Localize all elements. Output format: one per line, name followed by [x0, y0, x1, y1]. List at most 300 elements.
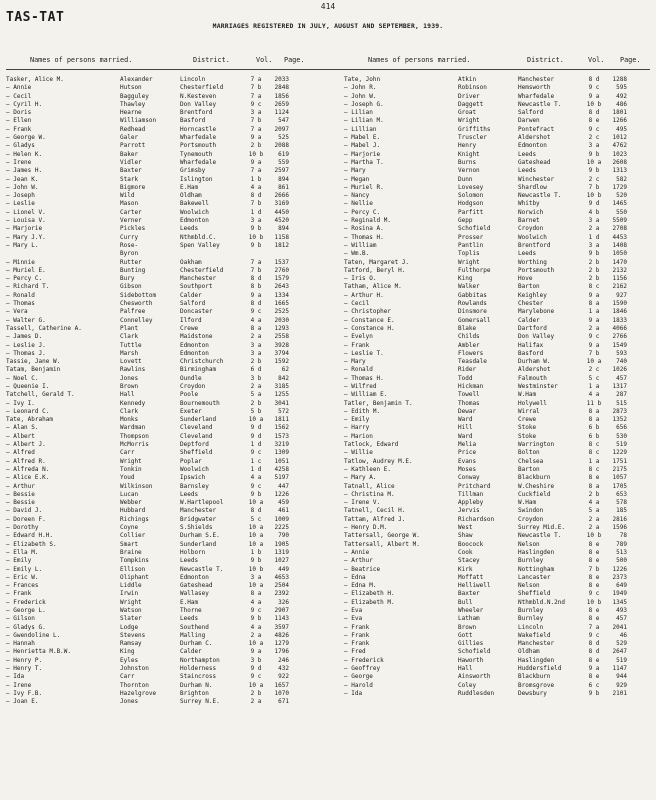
entry-page: 1229: [612, 449, 627, 457]
entry-volume: 4 b: [588, 208, 600, 216]
entry-volume: 8 e: [588, 656, 600, 664]
entry-page: 2608: [612, 158, 627, 166]
entry-spouse: Carr: [120, 449, 135, 457]
entry-spouse: Groat: [458, 109, 477, 117]
register-entry: [344, 375, 634, 383]
entry-page: 671: [278, 698, 289, 706]
entry-volume: 2 a: [250, 698, 262, 706]
entry-page: 1158: [274, 233, 289, 241]
entry-district: Winchester: [518, 175, 555, 183]
entry-spouse: Eyles: [120, 656, 139, 664]
entry-district: Woolwich: [180, 465, 209, 473]
entry-spouse: Brown: [458, 623, 477, 631]
entry-volume: 9 a: [588, 92, 600, 100]
entry-name: — John R.: [344, 84, 377, 92]
register-entry: [6, 283, 296, 291]
register-entry: [6, 333, 296, 341]
entry-page: 1050: [612, 250, 627, 258]
entry-volume: 2 c: [588, 175, 600, 183]
entry-name: — Edna M.: [344, 582, 377, 590]
entry-name: Tattam, Alfred J.: [344, 515, 406, 523]
entry-spouse: Chesworth: [120, 300, 153, 308]
entry-volume: 8 e: [588, 540, 600, 548]
register-entry: [6, 483, 296, 491]
entry-name: — Frank: [6, 125, 32, 133]
register-entry: [6, 458, 296, 466]
entry-district: W.Ham: [518, 499, 537, 507]
entry-name: — Alfreda N.: [6, 465, 50, 473]
entry-name: — William: [344, 241, 377, 249]
register-entry: [344, 317, 634, 325]
entry-volume: 9 c: [250, 482, 262, 490]
entry-spouse: Towell: [458, 391, 480, 399]
entry-spouse: Watson: [120, 607, 142, 614]
register-entry: [344, 167, 634, 175]
register-entry: [6, 682, 296, 690]
entry-name: — Thomas H.: [344, 374, 384, 382]
entry-name: — Arthur: [6, 482, 35, 490]
entry-spouse: Conway: [458, 474, 480, 482]
register-entry: [6, 134, 296, 142]
entry-district: Durham N.: [180, 681, 213, 689]
entry-name: — Nancy: [344, 192, 370, 200]
entry-spouse: Carr: [120, 673, 135, 681]
entry-district: Surrey N.E.: [180, 698, 220, 706]
entry-spouse: Helliwell: [458, 582, 491, 590]
entry-spouse: Braine: [120, 548, 142, 556]
entry-district: Leeds: [180, 490, 199, 498]
register-entry: [344, 134, 634, 142]
entry-page: 1470: [612, 258, 627, 266]
entry-volume: 6 b: [588, 432, 600, 440]
entry-spouse: Dinsmore: [458, 308, 487, 316]
entry-spouse: Rider: [458, 366, 477, 374]
entry-district: Holywell: [518, 399, 547, 407]
register-entry: [6, 566, 296, 574]
entry-spouse: Tillman: [458, 490, 484, 498]
entry-name: — Henry D.M.: [344, 524, 388, 532]
entry-district: Hove: [518, 275, 533, 283]
entry-volume: 5 a: [250, 391, 262, 399]
register-entry: [6, 657, 296, 665]
register-entry: [344, 234, 634, 242]
entry-spouse: Latham: [458, 615, 480, 623]
entry-page: 2907: [274, 607, 289, 614]
entry-district: E.Ham: [180, 183, 199, 191]
entry-district: S.Shields: [180, 524, 213, 532]
entry-page: 2504: [274, 582, 289, 590]
header-vol-2: Vol.: [588, 56, 605, 64]
entry-volume: 2 a: [250, 631, 262, 639]
entry-page: 1665: [274, 300, 289, 308]
entry-name: — Joseph: [6, 192, 35, 200]
entry-spouse: Flowers: [458, 349, 484, 357]
entry-district: Leeds: [518, 250, 537, 258]
entry-name: — Edna: [344, 573, 366, 581]
entry-district: Leeds: [180, 225, 199, 233]
entry-spouse: Hall: [120, 391, 135, 399]
entry-spouse: Griffiths: [458, 125, 491, 133]
entry-spouse: Sidebottom: [120, 291, 157, 299]
entry-spouse: Gomersall: [458, 316, 491, 324]
entry-volume: 1 d: [588, 233, 600, 241]
entry-name: — Frank: [344, 631, 370, 639]
entry-spouse: Dewar: [458, 407, 477, 415]
entry-spouse: King: [120, 648, 135, 656]
entry-district: Holborn: [180, 548, 206, 556]
entry-district: Keighley: [518, 291, 547, 299]
register-entry: [6, 167, 296, 175]
entry-spouse: Youd: [120, 474, 135, 482]
entry-name: — Ella M.: [6, 548, 39, 556]
entry-district: Birmingham: [180, 366, 217, 374]
entry-district: Darwen: [518, 117, 540, 125]
entry-spouse: Baker: [120, 150, 139, 158]
entry-spouse: Wright: [458, 258, 480, 266]
entry-page: 2766: [612, 333, 627, 341]
entry-district: Cleveland: [180, 432, 213, 440]
entry-page: 449: [278, 565, 289, 573]
entry-page: 2373: [612, 573, 627, 581]
page-number: 414: [320, 2, 336, 11]
entry-name: — Henrietta M.B.W.: [6, 648, 72, 656]
entry-name: — Jean K.: [6, 175, 39, 183]
register-entry: [6, 474, 296, 482]
entry-page: 1288: [612, 76, 627, 83]
entry-page: 1352: [612, 416, 627, 424]
entry-spouse: Wright: [120, 457, 142, 465]
register-entry: [344, 640, 634, 648]
header-rule: [6, 69, 650, 70]
entry-district: Ilford: [180, 316, 202, 324]
entry-district: Oldham: [180, 192, 202, 200]
entry-spouse: Baxter: [120, 167, 142, 175]
entry-page: 1579: [274, 275, 289, 283]
register-entry: [6, 549, 296, 557]
column-header-row: [0, 56, 656, 68]
entry-district: Brentford: [518, 241, 551, 249]
entry-volume: 3 a: [588, 217, 600, 225]
register-entry: [6, 607, 296, 615]
entry-page: 2225: [274, 524, 289, 532]
entry-spouse: Evans: [458, 457, 477, 465]
entry-district: Crewe: [180, 324, 199, 332]
entry-spouse: Price: [458, 449, 477, 457]
entry-page: 2708: [612, 225, 627, 233]
entry-page: 5509: [612, 217, 627, 225]
entry-district: Barton: [518, 465, 540, 473]
entry-volume: 8 d: [588, 640, 600, 648]
entry-volume: 2 c: [588, 134, 600, 142]
register-entry: [6, 648, 296, 656]
register-entry: [344, 516, 634, 524]
index-range-heading: TAS-TAT: [6, 10, 65, 25]
entry-district: Swindon: [518, 507, 544, 515]
entry-page: 2392: [274, 590, 289, 598]
register-entry: [344, 582, 634, 590]
entry-page: 1801: [612, 109, 627, 117]
entry-name: — Eva: [344, 615, 363, 623]
entry-name: — Lilian M.: [344, 117, 384, 125]
entry-district: Exeter: [180, 407, 202, 415]
entry-spouse: Hutson: [120, 84, 142, 92]
register-entry: [6, 259, 296, 267]
entry-district: Chelsea: [518, 457, 544, 465]
entry-volume: 8 c: [588, 283, 600, 291]
entry-page: 894: [278, 225, 289, 233]
entry-volume: 9 a: [250, 134, 262, 142]
entry-page: 3794: [274, 349, 289, 357]
entry-name: — Joseph G.: [344, 100, 384, 108]
entry-spouse: Appleby: [458, 499, 484, 507]
entry-volume: 9 c: [250, 449, 262, 457]
entry-spouse: Stacey: [458, 557, 480, 565]
entry-district: Barnet: [518, 217, 540, 225]
entry-name: — Frank: [6, 590, 32, 598]
entry-volume: 9 d: [588, 200, 600, 208]
entry-page: 1266: [612, 117, 627, 125]
register-entry: [344, 507, 634, 515]
entry-name: — Cyril H.: [6, 100, 43, 108]
entry-page: 432: [278, 665, 289, 673]
entry-name: — Frank: [344, 640, 370, 648]
header-vol: Vol.: [256, 56, 273, 64]
entry-spouse: Bigmore: [120, 183, 146, 191]
entry-name: — George W.: [6, 134, 46, 142]
register-entry: [344, 541, 634, 549]
entry-name: — Frank: [344, 341, 370, 349]
entry-district: W.Ham: [518, 391, 537, 399]
entry-page: 1147: [612, 665, 627, 673]
entry-page: 2666: [274, 192, 289, 200]
entry-page: 1345: [612, 598, 627, 606]
register-entry: [344, 383, 634, 391]
entry-volume: 8 d: [250, 300, 262, 308]
entry-spouse: Hall: [458, 665, 473, 673]
entry-spouse: Pickles: [120, 225, 146, 233]
register-entry: [6, 159, 296, 167]
entry-volume: 9 d: [250, 432, 262, 440]
entry-page: 653: [616, 490, 627, 498]
entry-district: Doncaster: [180, 308, 213, 316]
entry-name: Tatlock, Edward: [344, 441, 399, 449]
entry-spouse: Bunting: [120, 266, 146, 274]
register-entry: [6, 441, 296, 449]
entry-district: Oakham: [180, 258, 202, 266]
entry-name: — John W.: [6, 183, 39, 191]
entry-volume: 4 a: [250, 183, 262, 191]
entry-district: Chesterfield: [180, 266, 224, 274]
register-entry: [6, 300, 296, 308]
entry-spouse: Brown: [120, 382, 139, 390]
entry-page: 790: [278, 532, 289, 540]
entry-spouse: Slater: [120, 615, 142, 623]
entry-volume: 4 a: [250, 623, 262, 631]
entry-district: Haslingden: [518, 656, 555, 664]
entry-spouse: Palfree: [120, 308, 146, 316]
entry-volume: 4 a: [250, 316, 262, 324]
entry-spouse: Vidler: [120, 158, 142, 166]
register-entry: [6, 574, 296, 582]
entry-spouse: Shaw: [458, 532, 473, 540]
entry-volume: 2 b: [250, 358, 262, 366]
entry-page: 1255: [274, 391, 289, 399]
register-entry: [6, 250, 296, 258]
entry-page: 2558: [274, 333, 289, 341]
entry-page: 495: [616, 125, 627, 133]
entry-volume: 9 c: [588, 84, 600, 92]
register-entry: [6, 375, 296, 383]
entry-volume: 8 c: [588, 441, 600, 449]
entry-district: Bakewell: [180, 200, 209, 208]
entry-volume: 4 a: [588, 499, 600, 507]
entry-district: Newcastle T.: [518, 100, 562, 108]
entry-volume: 2 a: [588, 515, 600, 523]
entry-spouse: Ellison: [120, 565, 146, 573]
entry-name: — Thomas J.: [6, 349, 46, 357]
entry-page: 593: [616, 349, 627, 357]
entry-name: — Reginald M.: [344, 217, 391, 225]
entry-page: 500: [616, 557, 627, 565]
header-district: District.: [193, 56, 230, 64]
entry-name: — Cecil: [6, 92, 32, 100]
entry-page: 1070: [274, 689, 289, 697]
entry-volume: 8 e: [588, 474, 600, 482]
entry-name: — Henry T.: [6, 665, 43, 673]
entry-volume: 4 a: [250, 598, 262, 606]
entry-name: — Irene V.: [344, 499, 381, 507]
entry-name: — Henry P.: [6, 656, 43, 664]
entry-volume: 9 c: [588, 590, 600, 598]
entry-volume: 10 a: [586, 158, 602, 166]
entry-district: Warrington: [518, 441, 555, 449]
register-entry: [6, 632, 296, 640]
entry-name: — Harold: [344, 681, 373, 689]
entry-spouse: Cook: [458, 548, 473, 556]
entry-volume: 10 a: [586, 358, 602, 366]
entry-name: — Arthur H.: [344, 291, 384, 299]
entry-district: W.Cheshire: [518, 482, 555, 490]
entry-name: Tatham, Alice M.: [344, 283, 402, 291]
entry-volume: 9 b: [250, 490, 262, 498]
entry-spouse: Toplis: [458, 250, 480, 258]
entry-spouse: Pantlin: [458, 241, 484, 249]
entry-district: Nottingham: [518, 565, 555, 573]
register-entry: [6, 541, 296, 549]
register-entry: [6, 499, 296, 507]
entry-volume: 1 a: [588, 308, 600, 316]
entry-page: 515: [616, 399, 627, 407]
entry-district: Southport: [180, 283, 213, 291]
entry-page: 4258: [274, 465, 289, 473]
entry-page: 2816: [612, 515, 627, 523]
entry-name: Tatler, Benjamin T.: [344, 399, 413, 407]
entry-district: Salford: [180, 300, 206, 308]
entry-name: — Bessie: [6, 499, 35, 507]
entry-name: Tatchell, Gerald T.: [6, 391, 75, 399]
entry-spouse: Boocock: [458, 540, 484, 548]
entry-volume: 8 d: [250, 507, 262, 515]
register-entry: [6, 408, 296, 416]
entry-volume: 8 c: [588, 449, 600, 457]
entry-district: Wharfedale: [518, 92, 555, 100]
entry-page: 1051: [274, 457, 289, 465]
entry-volume: 3 a: [250, 341, 262, 349]
entry-district: Newcastle T.: [518, 532, 562, 540]
register-entry: [6, 358, 296, 366]
entry-name: — Alfred: [6, 449, 35, 457]
register-entry: [6, 366, 296, 374]
entry-spouse: Rawlins: [120, 366, 146, 374]
entry-name: — Annie: [344, 548, 370, 556]
entry-page: 513: [616, 548, 627, 556]
entry-district: Manchester: [518, 640, 555, 648]
entry-volume: 9 a: [250, 158, 262, 166]
entry-district: Bridgwater: [180, 515, 217, 523]
entry-name: — Elizabeth H.: [344, 590, 395, 598]
entry-page: 572: [278, 407, 289, 415]
entry-volume: 8 e: [588, 117, 600, 125]
entry-district: Poole: [180, 391, 199, 399]
entry-name: — Muriel E.: [6, 266, 46, 274]
entry-volume: 2 b: [588, 490, 600, 498]
entry-page: 927: [616, 291, 627, 299]
entry-page: 1334: [274, 291, 289, 299]
entry-name: — Ivy I.: [6, 399, 35, 407]
register-entry: [344, 648, 634, 656]
header-names-2: Names of persons married.: [368, 56, 471, 64]
entry-spouse: Hickman: [458, 382, 484, 390]
entry-name: — Leslie T.: [344, 349, 384, 357]
entry-spouse: Thornton: [120, 681, 149, 689]
register-entry: [344, 250, 634, 258]
register-entry: [344, 441, 634, 449]
entry-spouse: Walker: [458, 283, 480, 291]
register-entry: [344, 566, 634, 574]
register-entry: [344, 524, 634, 532]
entry-district: Edmonton: [180, 341, 209, 349]
entry-volume: 10 a: [248, 499, 264, 507]
entry-district: Wharfedale: [180, 134, 217, 142]
register-entry: [6, 142, 296, 150]
entry-name: — Percy C.: [344, 208, 381, 216]
entry-name: Tattersall, Albert M.: [344, 540, 420, 548]
entry-page: 1226: [612, 565, 627, 573]
register-entry: [6, 209, 296, 217]
register-entry: [344, 358, 634, 366]
entry-name: — William E.: [344, 391, 388, 399]
entry-name: — Mary L.: [6, 241, 39, 249]
register-entry: [344, 665, 634, 673]
entry-name: — Constance E.: [344, 316, 395, 324]
entry-page: 46: [619, 631, 627, 639]
entry-volume: 1 b: [250, 175, 262, 183]
entry-spouse: Marsh: [120, 349, 139, 357]
entry-district: Oldham: [518, 648, 540, 656]
entry-spouse: Lucan: [120, 490, 139, 498]
entry-district: N.Kesteven: [180, 92, 217, 100]
entry-spouse: Daggett: [458, 100, 484, 108]
entry-spouse: Hazelgrove: [120, 689, 157, 697]
entry-name: — Helen K.: [6, 150, 43, 158]
entry-name: — Lillian: [344, 125, 377, 133]
entry-page: 1012: [612, 134, 627, 142]
entry-district: Huddersfield: [518, 665, 562, 673]
entry-page: 1293: [274, 324, 289, 332]
register-entry: [344, 433, 634, 441]
entry-spouse: Atkin: [458, 76, 477, 83]
entry-spouse: McMorris: [120, 441, 149, 449]
